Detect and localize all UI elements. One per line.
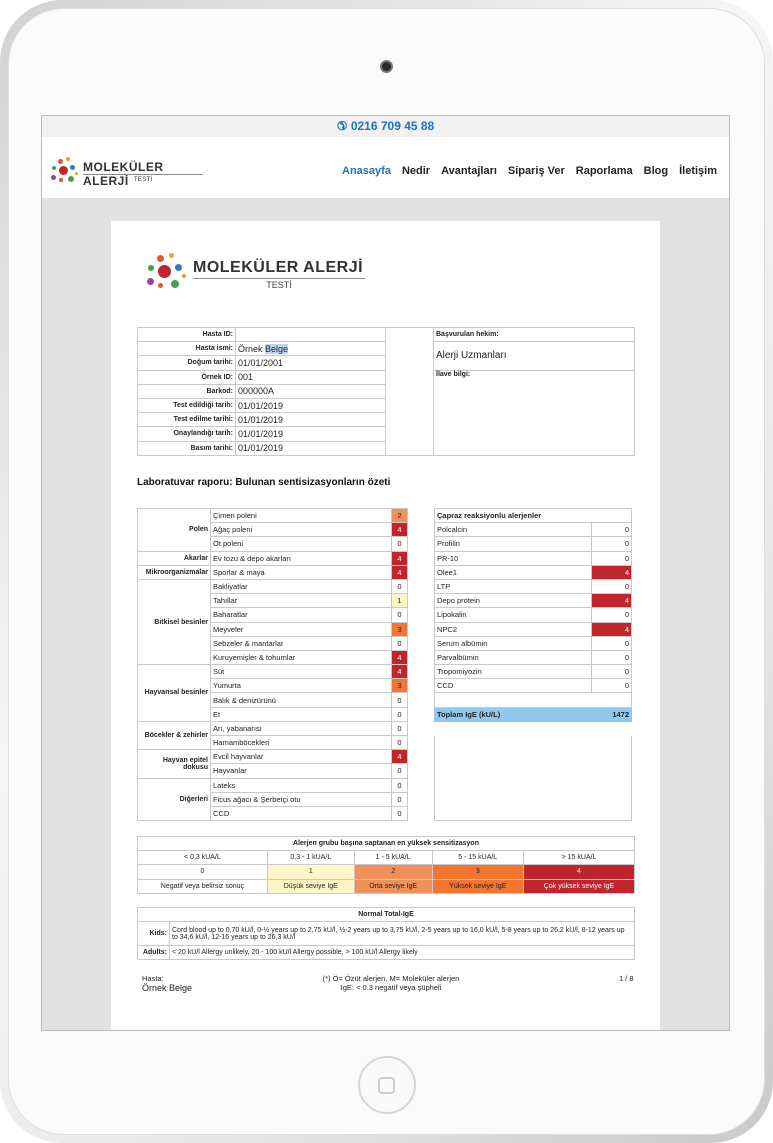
label-onay: Onaylandığı tarih: <box>138 427 236 441</box>
group-polen: Polen <box>138 509 211 552</box>
allergen-name: Bakliyatlar <box>211 579 392 593</box>
allergen-name: Sporlar & maya <box>211 565 392 579</box>
nav-avantajlari[interactable]: Avantajları <box>441 165 497 177</box>
value-hekim: Alerji Uzmanları <box>434 342 635 370</box>
allergen-name: Hayvanlar <box>211 764 392 778</box>
value-test-edildigi: 01/01/2019 <box>236 398 386 412</box>
allergen-value: 0 <box>392 736 408 750</box>
cross-value: 0 <box>592 551 632 565</box>
footer-hasta-label: Hasta: <box>142 974 164 983</box>
site-header <box>42 137 729 199</box>
cross-name: Serum albümin <box>435 636 592 650</box>
kids-label: Kids: <box>138 922 170 946</box>
sens-level: Orta seviye IgE <box>354 879 432 893</box>
total-ige-label: Toplam IgE (kU/L) <box>435 707 592 721</box>
cross-spacer <box>435 693 632 707</box>
cross-name: Olee1 <box>435 565 592 579</box>
allergen-name: Sebzeler & mantarlar <box>211 636 392 650</box>
hasta-ismi-first: Örnek <box>238 343 266 354</box>
label-hasta-ismi: Hasta ismi: <box>138 342 236 356</box>
value-basim: 01/01/2019 <box>236 441 386 455</box>
allergen-value: 4 <box>392 565 408 579</box>
normal-ige-table <box>137 907 635 960</box>
cross-value: 0 <box>592 665 632 679</box>
allergen-value: 0 <box>392 778 408 792</box>
allergen-value: 0 <box>392 537 408 551</box>
adults-text: < 20 kU/l Allergy unlikely, 20 - 100 kU/l Allergy possible, > 100 kU/l Allergy likely <box>170 946 635 960</box>
group-akarlar: Akarlar <box>138 551 211 565</box>
footer-patient <box>142 974 192 993</box>
label-basim: Basım tarihi: <box>138 441 236 455</box>
phone-number[interactable]: 0216 709 45 88 <box>350 119 435 133</box>
cross-name: Parvalbümin <box>435 650 592 664</box>
allergen-name: Arı, yabanarısı <box>211 721 392 735</box>
report-page <box>111 221 660 1021</box>
allergen-name: Et <box>211 707 392 721</box>
nav-blog[interactable]: Blog <box>643 165 669 177</box>
cross-name: Tropomiyozin <box>435 665 592 679</box>
sens-class: 4 <box>524 865 635 879</box>
allergen-name: Ağaç poleni <box>211 523 392 537</box>
sens-class: 0 <box>138 865 268 879</box>
group-epitel: Hayvan epitel dokusu <box>138 750 211 778</box>
allergen-name: Evcil hayvanlar <box>211 750 392 764</box>
value-ornek: 001 <box>236 370 386 384</box>
allergen-name: Çimen poleni <box>211 509 392 523</box>
allergen-name: Hamamböcekleri <box>211 736 392 750</box>
allergen-value: 0 <box>392 608 408 622</box>
cross-value: 4 <box>592 594 632 608</box>
value-hasta-id <box>236 328 386 342</box>
sensitization-table <box>137 836 635 894</box>
sens-range: < 0,3 kUA/L <box>138 851 268 865</box>
label-test-edilme: Test edilme tarihi: <box>138 413 236 427</box>
allergen-value: 4 <box>392 523 408 537</box>
cross-name: Polcalcin <box>435 523 592 537</box>
allergen-name: Süt <box>211 665 392 679</box>
label-hekim: Başvurulan hekim: <box>434 328 635 342</box>
kids-text: Cord blood up to 0,70 kU/l, 0-½ years up to 2,75 kU/l, ½-2 years up to 3,75 kU/l, 2-5 years up to 16,0 kU/l, 5-8 years up to 26,2 kU/l, 8-12 years up to 34,6 kU/l, 12-16 years up to 26,3 kU/l <box>170 922 635 946</box>
next-report-page <box>111 1012 660 1031</box>
camera-icon <box>380 60 393 73</box>
cross-empty-area <box>434 736 632 821</box>
allergen-name: Kuruyemişler & tohumlar <box>211 650 392 664</box>
label-dogum: Doğum tarihi: <box>138 356 236 370</box>
footer-notes <box>311 974 471 992</box>
sens-class: 3 <box>432 865 524 879</box>
cross-value: 4 <box>592 565 632 579</box>
allergen-value: 0 <box>392 721 408 735</box>
allergen-value: 2 <box>392 509 408 523</box>
cross-value: 0 <box>592 650 632 664</box>
label-test-edildigi: Test edildiği tarih: <box>138 398 236 412</box>
value-test-edilme: 01/01/2019 <box>236 413 386 427</box>
label-barkod: Barkod: <box>138 384 236 398</box>
main-menu <box>331 165 717 177</box>
normal-title: Normal Total-IgE <box>138 908 635 922</box>
home-square-icon <box>378 1077 395 1094</box>
allergen-value: 4 <box>392 551 408 565</box>
sens-range: 0,3 - 1 kUA/L <box>267 851 354 865</box>
label-hasta-id: Hasta ID: <box>138 328 236 342</box>
allergen-value: 0 <box>392 707 408 721</box>
allergen-value: 3 <box>392 622 408 636</box>
cross-reactive-table <box>434 508 632 722</box>
phone-bar <box>42 116 729 137</box>
allergen-name: Yumurta <box>211 679 392 693</box>
allergen-value: 4 <box>392 750 408 764</box>
nav-iletisim[interactable]: İletişim <box>679 165 717 177</box>
sens-class: 1 <box>267 865 354 879</box>
allergen-name: Ot poleni <box>211 537 392 551</box>
browser-screen <box>41 115 730 1031</box>
cross-value: 0 <box>592 537 632 551</box>
value-barkod: 000000A <box>236 384 386 398</box>
group-mikro: Mikroorganizmalar <box>138 565 211 579</box>
sens-range: 5 - 15 kUA/L <box>432 851 524 865</box>
allergen-name: Ficus ağacı & Şerbetçi otu <box>211 792 392 806</box>
label-ornek: Örnek ID: <box>138 370 236 384</box>
allergen-name: Baharatlar <box>211 608 392 622</box>
group-bitkisel: Bitkisel besinler <box>138 579 211 664</box>
adults-label: Adults: <box>138 946 170 960</box>
report-brand-name: MOLEKÜLER ALERJİ <box>193 259 364 276</box>
hasta-ismi-selected: Belge <box>265 343 289 354</box>
allergen-value: 0 <box>392 764 408 778</box>
report-brand-sub: TESTİ <box>193 278 365 290</box>
allergen-value: 0 <box>392 636 408 650</box>
cross-name: Profilin <box>435 537 592 551</box>
allergen-value: 0 <box>392 792 408 806</box>
sens-level: Çok yüksek seviye IgE <box>524 879 635 893</box>
group-diger: Diğerleri <box>138 778 211 821</box>
value-hasta-ismi <box>236 342 386 356</box>
cross-name: PR-10 <box>435 551 592 565</box>
group-hayvansal: Hayvansal besinler <box>138 665 211 722</box>
phone-icon: ✆ <box>336 119 347 133</box>
cross-name: Lipokalin <box>435 608 592 622</box>
allergen-name: Meyveler <box>211 622 392 636</box>
sens-class: 2 <box>354 865 432 879</box>
sens-range: > 15 kUA/L <box>524 851 635 865</box>
cross-name: Depo protein <box>435 594 592 608</box>
group-bocek: Böcekler & zehirler <box>138 721 211 749</box>
allergen-table <box>137 508 408 821</box>
cross-value: 0 <box>592 608 632 622</box>
allergen-name: CCD <box>211 806 392 820</box>
total-ige-value: 1472 <box>592 707 632 721</box>
sens-level: Düşük seviye IgE <box>267 879 354 893</box>
cross-title: Çapraz reaksiyonlu alerjenler <box>435 509 632 523</box>
allergen-value: 1 <box>392 594 408 608</box>
footer-note-2: IgE: < 0.3 negatif veya şüpheli <box>340 983 442 992</box>
value-dogum: 01/01/2001 <box>236 356 386 370</box>
sens-title: Alerjen grubu başına saptanan en yüksek sensitizasyon <box>138 837 635 851</box>
nav-nedir[interactable]: Nedir <box>401 165 431 177</box>
brand-sub: TESTİ <box>83 174 203 183</box>
nav-anasayfa[interactable]: Anasayfa <box>342 165 391 177</box>
report-logo <box>145 253 385 295</box>
cross-value: 0 <box>592 523 632 537</box>
allergen-value: 0 <box>392 806 408 820</box>
cross-name: LTP <box>435 579 592 593</box>
page-number: 1 / 8 <box>619 974 634 983</box>
allergen-name: Lateks <box>211 778 392 792</box>
allergen-value: 0 <box>392 579 408 593</box>
allergen-name: Balık & denizürünü <box>211 693 392 707</box>
report-section-title: Laboratuvar raporu: Bulunan sentisizasyonların özeti <box>137 477 391 488</box>
allergen-value: 4 <box>392 665 408 679</box>
footer-note-1: (*) Ö= Özüt alerjen, M= Moleküler alerjen <box>322 974 460 983</box>
cross-value: 0 <box>592 636 632 650</box>
info-spacer <box>386 328 434 456</box>
allergen-name: Tahıllar <box>211 594 392 608</box>
site-logo[interactable] <box>50 157 210 187</box>
cross-value: 4 <box>592 622 632 636</box>
sens-level: Yüksek seviye IgE <box>432 879 524 893</box>
cross-name: CCD <box>435 679 592 693</box>
sens-level: Negatif veya belirsiz sonuç <box>138 879 268 893</box>
patient-info-table <box>137 327 635 456</box>
nav-raporlama[interactable]: Raporlama <box>575 165 633 177</box>
sens-range: 1 - 5 kUA/L <box>354 851 432 865</box>
allergen-name: Ev tozu & depo akarları <box>211 551 392 565</box>
label-ilave: İlave bilgi: <box>434 370 635 455</box>
allergen-value: 0 <box>392 693 408 707</box>
footer-hasta-name: Örnek Belge <box>142 983 193 993</box>
allergen-value: 4 <box>392 650 408 664</box>
cross-value: 0 <box>592 579 632 593</box>
brand-name: MOLEKÜLER ALERJİ <box>83 160 164 188</box>
cross-value: 0 <box>592 679 632 693</box>
value-onay: 01/01/2019 <box>236 427 386 441</box>
cross-name: NPC2 <box>435 622 592 636</box>
nav-siparis-ver[interactable]: Sipariş Ver <box>507 165 565 177</box>
allergen-value: 3 <box>392 679 408 693</box>
